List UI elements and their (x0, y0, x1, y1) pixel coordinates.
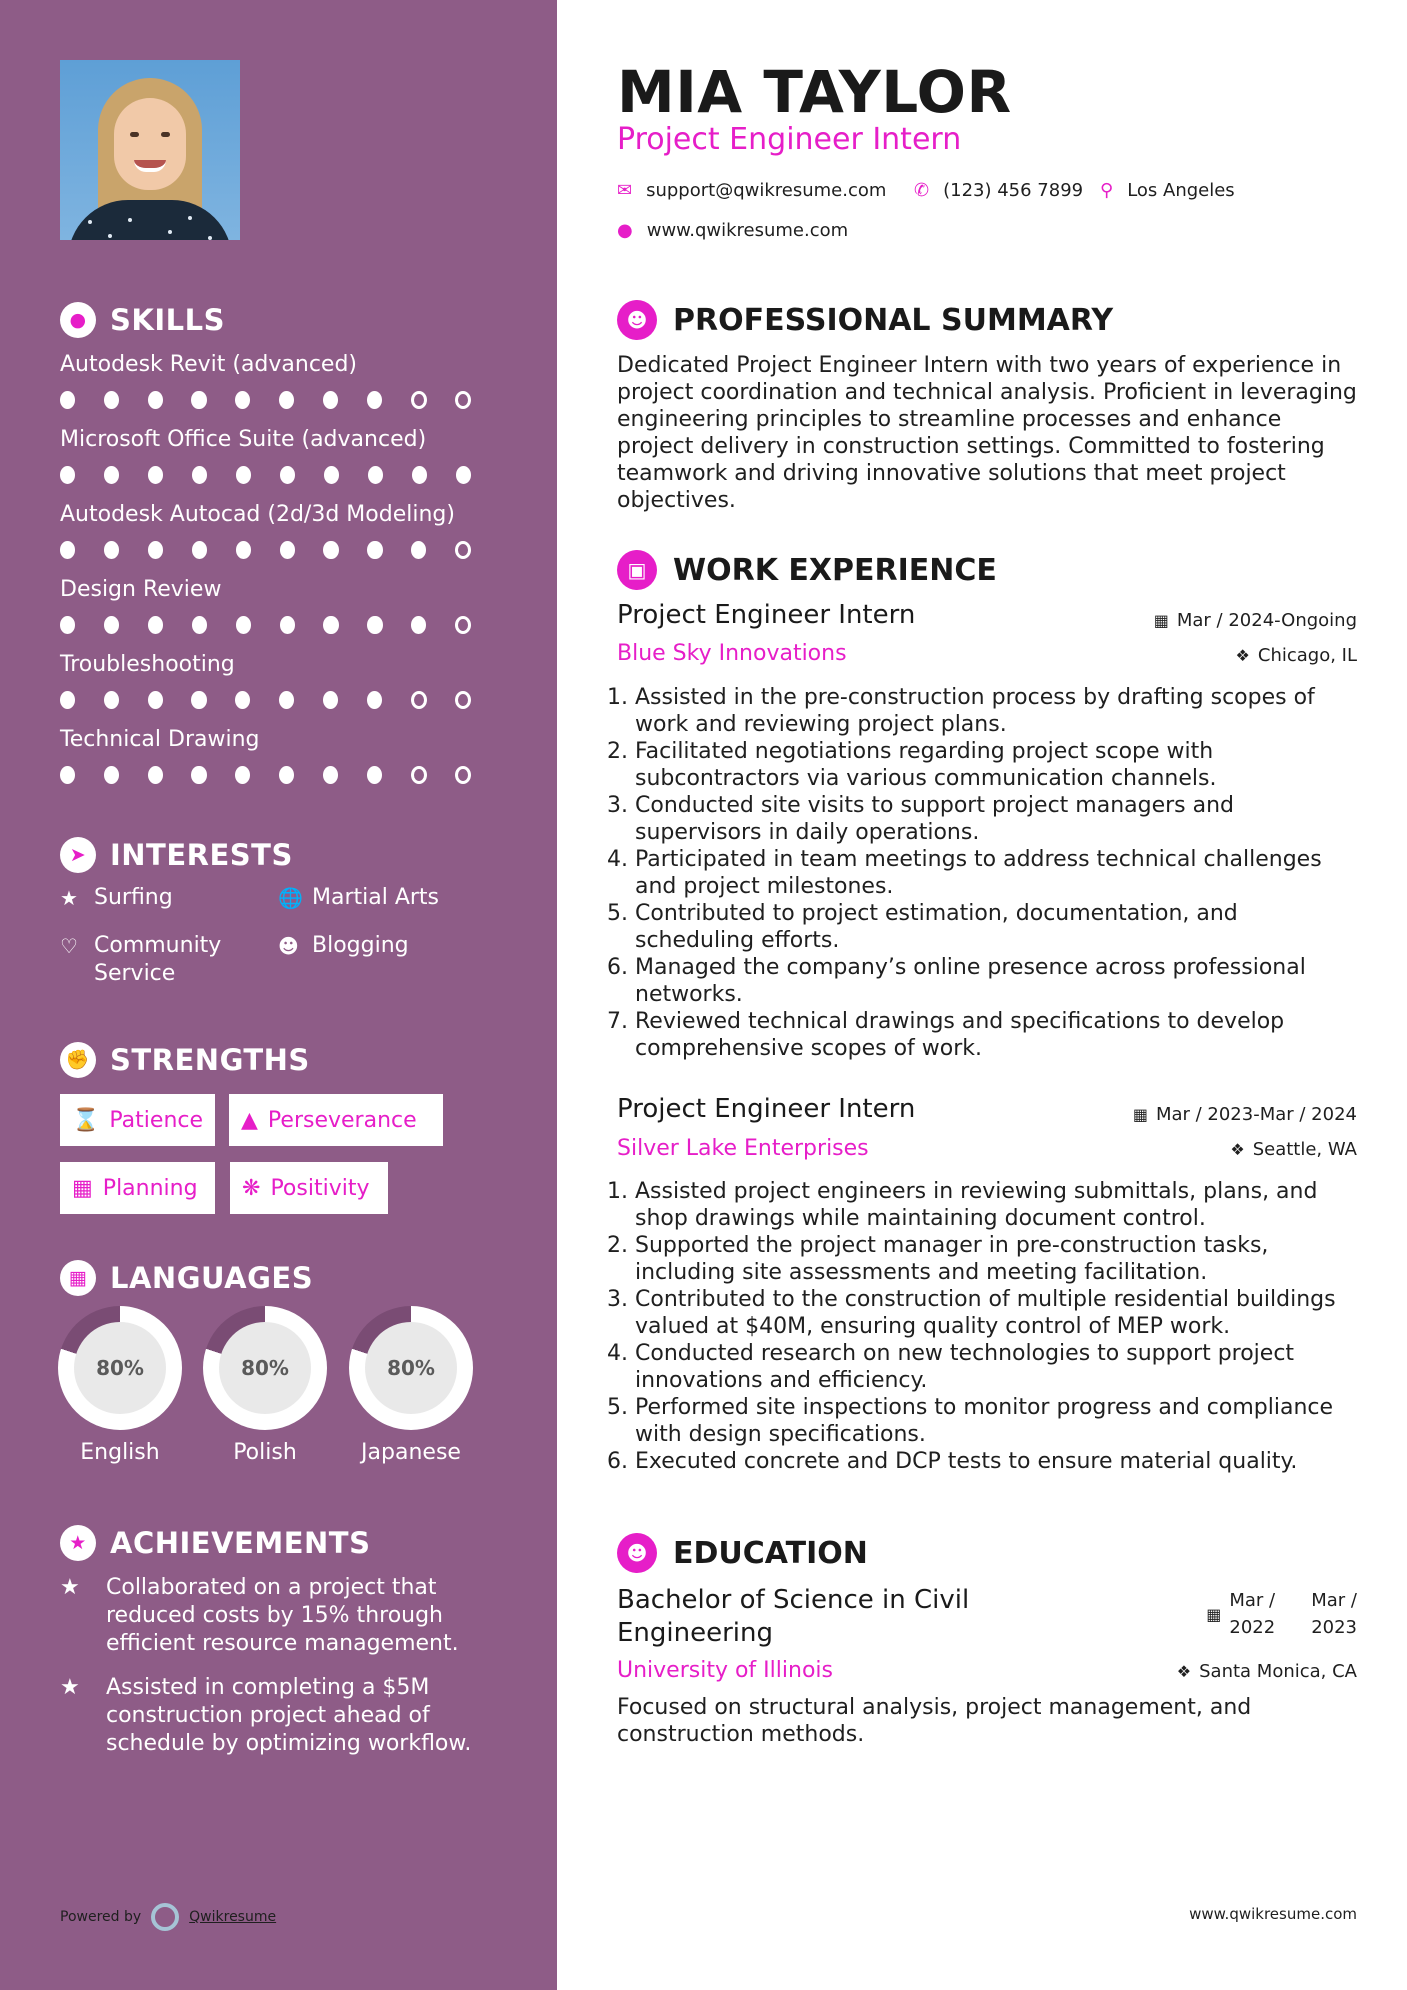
skill-name: Autodesk Revit (advanced) (60, 352, 358, 377)
duty-item: 4. Conducted research on new technologies to support project innovations and efficiency. (635, 1340, 1359, 1394)
skill-name: Autodesk Autocad (2d/3d Modeling) (60, 502, 455, 527)
degree-title: Bachelor of Science in Civil Engineering (617, 1585, 970, 1648)
candidate-role: Project Engineer Intern (617, 122, 962, 157)
job-duties (617, 684, 1359, 1062)
job-dates: ▦ Mar / 2023-Mar / 2024 (1132, 1104, 1357, 1125)
contact-phone: ✆ (123) 456 7899 (914, 180, 1084, 201)
strength-badge: ▦ Planning (60, 1162, 215, 1214)
spinner-icon: ❋ (242, 1175, 261, 1201)
rating-dot-empty (455, 766, 471, 784)
rating-dot-empty (411, 391, 427, 409)
experience-heading: ▣ WORK EXPERIENCE (617, 550, 997, 590)
office-chair-icon: ▣ (617, 550, 657, 590)
rating-dot-filled (148, 616, 163, 634)
map-pin-icon: ⚲ (1100, 180, 1114, 201)
rating-dot-filled (411, 616, 426, 634)
rating-dot-filled (60, 466, 75, 484)
rating-dot-filled (60, 541, 75, 559)
language-icon: ▦ (60, 1260, 96, 1296)
fist-icon: ✊ (60, 1042, 96, 1078)
skill-item (60, 652, 500, 709)
job-company: Blue Sky Innovations (617, 641, 847, 666)
rating-dot-empty (411, 766, 427, 784)
skill-item (60, 577, 500, 634)
duty-item: 3. Conducted site visits to support project managers and supervisors in daily operations. (635, 792, 1359, 846)
rating-dot-filled (60, 391, 75, 409)
rating-dot-filled (192, 616, 207, 634)
rating-dot-filled (60, 766, 75, 784)
rating-dot-filled (279, 391, 294, 409)
duty-item: 6. Executed concrete and DCP tests to ensure material quality. (635, 1448, 1359, 1475)
paper-plane-icon: ➤ (60, 837, 96, 873)
globe-icon: 🌐 (278, 886, 303, 910)
skills-heading: ● SKILLS (60, 302, 225, 338)
rating-dot-filled (60, 616, 75, 634)
strength-badge: ▲ Perseverance (229, 1094, 443, 1146)
calendar-icon: ▦ (1206, 1604, 1222, 1624)
job-duties (617, 1178, 1359, 1475)
language-ring: 80% (203, 1306, 327, 1430)
language-item: 80% English (58, 1306, 182, 1465)
rating-dot-filled (279, 691, 294, 709)
rating-dot-filled (191, 691, 206, 709)
footer-url[interactable]: www.qwikresume.com (1189, 1905, 1357, 1923)
calendar-icon: ▦ (1153, 611, 1169, 630)
rating-dot-filled (323, 391, 338, 409)
rating-dot-filled (104, 691, 119, 709)
hourglass-icon: ⌛ (72, 1107, 100, 1133)
rating-dot-filled (323, 541, 338, 559)
skill-rating (60, 766, 500, 784)
profile-photo (60, 60, 240, 240)
duty-item: 5. Performed site inspections to monitor progress and compliance with design specifications. (635, 1394, 1359, 1448)
rating-dot-filled (192, 466, 207, 484)
phone-icon: ✆ (914, 180, 930, 201)
job-title: Project Engineer Intern (617, 1094, 916, 1124)
duty-item: 4. Participated in team meetings to address technical challenges and project milestones. (635, 846, 1359, 900)
rating-dot-filled (235, 691, 250, 709)
hands-icon: ♡ (60, 934, 78, 958)
users-icon: ☻ (278, 934, 299, 958)
achievement-item: ★ Collaborated on a project that reduced costs by 15% through efficient resource management. (60, 1575, 459, 1656)
language-item: 80% Polish (203, 1306, 327, 1465)
skill-rating (60, 541, 500, 559)
candidate-name: MIA TAYLOR (617, 58, 1012, 126)
rating-dot-filled (367, 541, 382, 559)
interest-item: ★ Surfing (60, 885, 173, 910)
language-ring: 80% (349, 1306, 473, 1430)
job-title: Project Engineer Intern (617, 600, 916, 630)
skill-name: Microsoft Office Suite (advanced) (60, 427, 427, 452)
rating-dot-filled (192, 541, 207, 559)
duty-item: 5. Contributed to project estimation, documentation, and scheduling efforts. (635, 900, 1359, 954)
rating-dot-filled (323, 691, 338, 709)
duty-item: 2. Facilitated negotiations regarding project scope with subcontractors via various communication channels. (635, 738, 1359, 792)
rating-dot-filled (104, 466, 119, 484)
rating-dot-filled (148, 541, 163, 559)
job-company: Silver Lake Enterprises (617, 1136, 869, 1161)
duty-item: 1. Assisted project engineers in reviewing submittals, plans, and shop drawings while maintaining document control. (635, 1178, 1359, 1232)
brand-link[interactable]: Qwikresume (189, 1909, 277, 1925)
rating-dot-empty (455, 541, 471, 559)
rating-dot-filled (367, 391, 382, 409)
shooting-star-icon: ★ (60, 1575, 80, 1600)
duty-item: 2. Supported the project manager in pre-construction tasks, including site assessments and meeting facilitation. (635, 1232, 1359, 1286)
rating-dot-filled (279, 766, 294, 784)
skill-rating (60, 691, 500, 709)
rating-dot-filled (411, 541, 426, 559)
rating-dot-filled (456, 466, 471, 484)
pin-icon: ❖ (1176, 1662, 1192, 1681)
skill-item (60, 427, 500, 484)
interests-heading: ➤ INTERESTS (60, 837, 293, 873)
pin-icon: ❖ (1230, 1140, 1245, 1159)
achievements-heading: ★ ACHIEVEMENTS (60, 1525, 370, 1561)
rating-dot-filled (323, 766, 338, 784)
rating-dot-filled (148, 391, 163, 409)
interest-item: 🌐 Martial Arts (278, 885, 440, 910)
skill-item (60, 352, 500, 409)
user-icon: ☻ (617, 300, 657, 340)
rating-dot-filled (280, 541, 295, 559)
rating-dot-filled (280, 616, 295, 634)
skill-name: Troubleshooting (60, 652, 235, 677)
education-location: ❖ Santa Monica, CA (1176, 1661, 1357, 1682)
strengths-heading: ✊ STRENGTHS (60, 1042, 310, 1078)
rating-dot-filled (148, 466, 163, 484)
rating-dot-filled (104, 766, 119, 784)
skill-rating (60, 391, 500, 409)
rating-dot-empty (411, 691, 427, 709)
rating-dot-filled (367, 766, 382, 784)
rating-dot-filled (191, 391, 206, 409)
trophy-star-icon: ★ (60, 1525, 96, 1561)
star-icon: ★ (60, 886, 78, 910)
rating-dot-filled (148, 691, 163, 709)
rating-dot-filled (104, 541, 119, 559)
rating-dot-filled (236, 466, 251, 484)
interest-item: ☻ Blogging (278, 933, 409, 958)
job-location: ❖ Chicago, IL (1235, 645, 1357, 666)
rating-dot-filled (104, 391, 119, 409)
rating-dot-filled (60, 691, 75, 709)
rating-dot-filled (148, 766, 163, 784)
duty-item: 1. Assisted in the pre-construction process by drafting scopes of work and reviewing project plans. (635, 684, 1359, 738)
qwikresume-logo-icon (151, 1903, 179, 1931)
language-ring: 80% (58, 1306, 182, 1430)
powered-by: Powered by Qwikresume (60, 1903, 276, 1931)
skill-item (60, 727, 500, 784)
school-name: University of Illinois (617, 1658, 833, 1683)
rating-dot-filled (235, 766, 250, 784)
language-item: 80% Japanese (349, 1306, 473, 1465)
rating-dot-filled (236, 541, 251, 559)
rating-dot-filled (280, 466, 295, 484)
rating-dot-filled (367, 616, 382, 634)
skill-name: Design Review (60, 577, 222, 602)
sidebar (0, 0, 557, 1990)
duty-item: 6. Managed the company’s online presence across professional networks. (635, 954, 1359, 1008)
job-location: ❖ Seattle, WA (1230, 1139, 1357, 1160)
road-icon: ▲ (241, 1107, 258, 1133)
contact-email[interactable]: ✉ support@qwikresume.com (617, 180, 887, 201)
rating-dot-filled (368, 466, 383, 484)
rating-dot-empty (455, 616, 471, 634)
education-dates: ▦ Mar / 2022 Mar / 2023 (1206, 1590, 1357, 1638)
rating-dot-filled (235, 391, 250, 409)
skill-rating (60, 466, 500, 484)
rating-dot-filled (323, 616, 338, 634)
rating-dot-filled (104, 616, 119, 634)
rating-dot-empty (455, 691, 471, 709)
rating-dot-empty (455, 391, 471, 409)
skill-name: Technical Drawing (60, 727, 260, 752)
job-dates: ▦ Mar / 2024-Ongoing (1153, 610, 1357, 631)
contact-website[interactable]: ● www.qwikresume.com (617, 220, 849, 241)
lightbulb-icon: ● (60, 302, 96, 338)
envelope-icon: ✉ (617, 180, 633, 201)
strength-badge: ⌛ Patience (60, 1094, 215, 1146)
skill-item (60, 502, 500, 559)
rating-dot-filled (191, 766, 206, 784)
strength-badge: ❋ Positivity (230, 1162, 388, 1214)
achievement-item: ★ Assisted in completing a $5M construction project ahead of schedule by optimizing workflow. (60, 1675, 472, 1756)
summary-text: Dedicated Project Engineer Intern with two years of experience in project coordination and technical analysis. Proficient in leveraging engineering principles to streamline processes and enhance project delivery in construction settings. Committed to fostering teamwork and driving innovative solutions that meet project objectives. (617, 353, 1357, 513)
pin-icon: ❖ (1235, 646, 1250, 665)
calendar-icon: ▦ (72, 1175, 93, 1201)
duty-item: 7. Reviewed technical drawings and specifications to develop comprehensive scopes of work. (635, 1008, 1359, 1062)
education-description: Focused on structural analysis, project management, and construction methods. (617, 1695, 1252, 1747)
skill-rating (60, 616, 500, 634)
main-content (557, 0, 1407, 1990)
shooting-star-icon: ★ (60, 1675, 80, 1700)
globe-icon: ● (617, 220, 633, 241)
duty-item: 3. Contributed to the construction of multiple residential buildings valued at $40M, ensuring quality control of MEP work. (635, 1286, 1359, 1340)
contact-location: ⚲ Los Angeles (1100, 180, 1235, 201)
graduate-icon: ☻ (617, 1533, 657, 1573)
calendar-icon: ▦ (1132, 1105, 1148, 1124)
summary-heading: ☻ PROFESSIONAL SUMMARY (617, 300, 1113, 340)
rating-dot-filled (236, 616, 251, 634)
education-heading: ☻ EDUCATION (617, 1533, 868, 1573)
languages-heading: ▦ LANGUAGES (60, 1260, 313, 1296)
rating-dot-filled (412, 466, 427, 484)
interest-item: ♡ Community Service (60, 933, 222, 986)
rating-dot-filled (367, 691, 382, 709)
rating-dot-filled (324, 466, 339, 484)
